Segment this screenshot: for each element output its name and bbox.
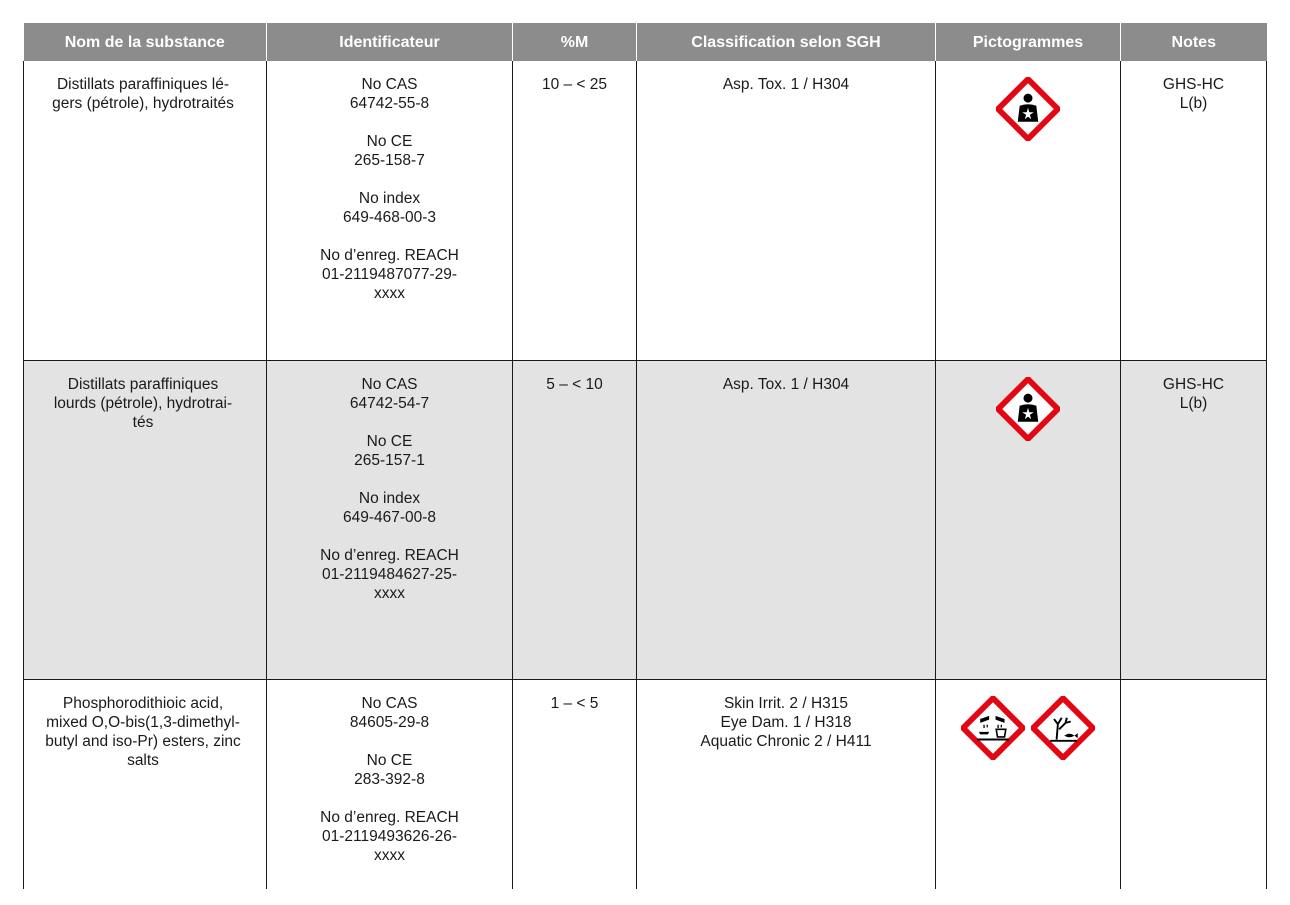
substance-name <box>24 360 267 679</box>
corrosion-icon <box>961 696 1025 760</box>
identifier-block <box>273 375 506 413</box>
identifier-value: 64742-55-8 <box>349 95 430 112</box>
identifier-label: No CE <box>366 133 413 150</box>
identifier-label: No CAS <box>361 76 418 93</box>
pictogram-cell <box>936 61 1121 360</box>
identifier-value: 649-468-00-3 <box>342 209 437 226</box>
identifier-cell <box>267 679 513 889</box>
notes-line: GHS-HC <box>1162 375 1225 393</box>
percent-value: 10 – < 25 <box>541 76 608 93</box>
substance-name-line: gers (pétrole), hydrotraités <box>52 95 234 112</box>
identifier-block <box>273 132 506 170</box>
percent-value: 5 – < 10 <box>546 375 603 393</box>
table-row <box>24 61 1267 360</box>
identifier-value: 649-467-00-8 <box>342 508 437 526</box>
identifier-block <box>273 751 506 789</box>
identifier-block <box>273 694 506 732</box>
identifier-cell <box>267 61 513 360</box>
substance-name-line: Distillats paraffiniques lé- <box>56 76 229 93</box>
identifier-block <box>273 75 506 113</box>
classification-line: Asp. Tox. 1 / H304 <box>722 375 850 393</box>
substance-name-line: mixed O,O-bis(1,3-dimethyl- <box>46 713 240 731</box>
substance-table <box>23 23 1267 889</box>
identifier-label: No d’enreg. REACH <box>320 546 459 564</box>
classification-cell <box>637 360 936 679</box>
percent-cell <box>513 360 637 679</box>
identifier-block <box>273 189 506 227</box>
substance-name <box>24 679 267 889</box>
header-classification: Classification selon SGH <box>637 23 936 61</box>
notes-cell <box>1121 679 1267 889</box>
pictogram-cell <box>936 360 1121 679</box>
identifier-block <box>273 546 506 603</box>
identifier-value: 01-2119493626-26- <box>321 827 458 845</box>
substance-name-line: tés <box>132 413 154 431</box>
header-percent: %M <box>513 23 637 61</box>
identifier-value: 265-158-7 <box>354 152 425 169</box>
identifier-block <box>273 808 506 865</box>
identifier-label: No CE <box>366 751 413 769</box>
table-row <box>24 679 1267 889</box>
identifier-value: 01-2119484627-25- <box>321 565 458 583</box>
identifier-cell <box>267 360 513 679</box>
identifier-value: xxxx <box>374 285 405 302</box>
classification-line: Asp. Tox. 1 / H304 <box>722 76 850 93</box>
environment-icon <box>1031 696 1095 760</box>
identifier-value: 84605-29-8 <box>349 713 430 731</box>
classification-line: Skin Irrit. 2 / H315 <box>723 694 849 712</box>
identifier-label: No index <box>358 489 421 507</box>
substance-name-line: lourds (pétrole), hydrotrai- <box>53 394 233 412</box>
identifier-block <box>273 246 506 303</box>
classification-line: Aquatic Chronic 2 / H411 <box>700 732 872 750</box>
header-pictograms: Pictogrammes <box>936 23 1121 61</box>
percent-cell <box>513 679 637 889</box>
percent-cell <box>513 61 637 360</box>
notes-line: L(b) <box>1179 95 1208 112</box>
notes-cell <box>1121 61 1267 360</box>
identifier-block <box>273 432 506 470</box>
identifier-label: No index <box>358 190 421 207</box>
identifier-value: 01-2119487077-29- <box>321 266 458 283</box>
classification-line: Eye Dam. 1 / H318 <box>720 713 852 731</box>
header-name: Nom de la substance <box>24 23 267 61</box>
table-row <box>24 360 1267 679</box>
substance-name <box>24 61 267 360</box>
classification-cell <box>637 679 936 889</box>
identifier-value: xxxx <box>374 584 405 602</box>
identifier-value: 283-392-8 <box>354 770 425 788</box>
identifier-label: No CAS <box>361 694 418 712</box>
header-identifier: Identificateur <box>267 23 513 61</box>
health-hazard-icon <box>996 77 1060 141</box>
identifier-value: 265-157-1 <box>354 451 425 469</box>
percent-value: 1 – < 5 <box>550 694 599 712</box>
identifier-label: No d’enreg. REACH <box>320 808 459 826</box>
pictogram-cell <box>936 679 1121 889</box>
notes-cell <box>1121 360 1267 679</box>
classification-cell <box>637 61 936 360</box>
identifier-label: No CAS <box>361 375 418 393</box>
substance-name-line: Distillats paraffiniques <box>67 375 219 393</box>
identifier-value: 64742-54-7 <box>349 394 430 412</box>
health-hazard-icon <box>996 377 1060 441</box>
identifier-label: No CE <box>366 432 413 450</box>
header-notes: Notes <box>1121 23 1267 61</box>
substance-name-line: Phosphorodithioic acid, <box>62 694 224 712</box>
table-header-row <box>24 23 1267 61</box>
identifier-value: xxxx <box>374 846 405 864</box>
identifier-block <box>273 489 506 527</box>
identifier-label: No d’enreg. REACH <box>320 247 459 264</box>
substance-name-line: salts <box>127 751 159 769</box>
notes-line: GHS-HC <box>1162 76 1225 93</box>
substance-name-line: butyl and iso-Pr) esters, zinc <box>45 732 241 750</box>
notes-line: L(b) <box>1179 394 1208 412</box>
